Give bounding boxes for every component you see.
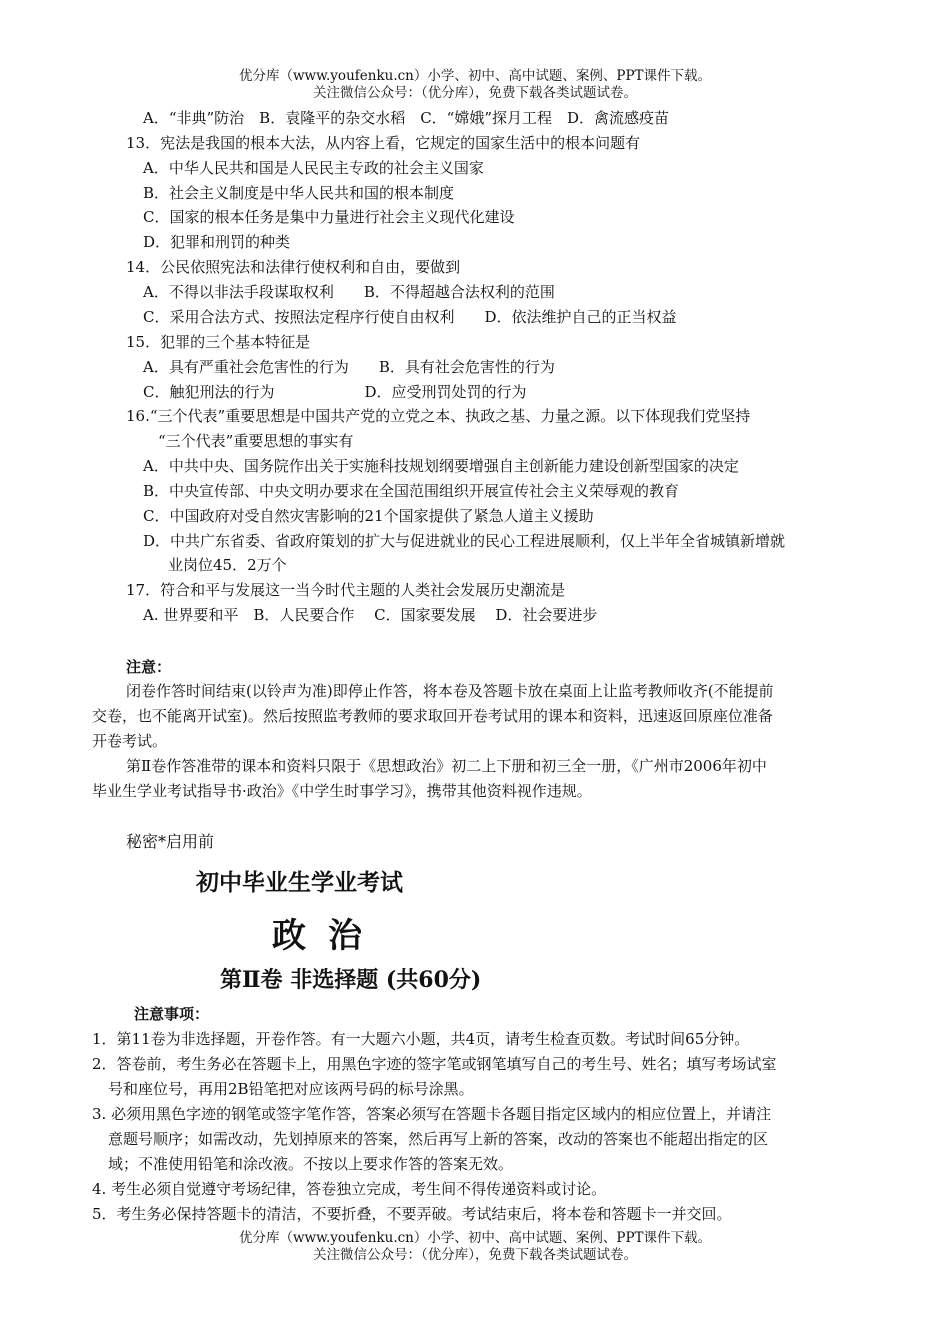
header-line-1: 优分库（www.youfenku.cn）小学、初中、高中试题、案例、PPT课件下载。 (238, 68, 712, 84)
q13-option-c: C．国家的根本任务是集中力量进行社会主义现代化建设 (143, 208, 515, 226)
q15-stem: 15．犯罪的三个基本特征是 (126, 333, 311, 351)
q14-stem: 14．公民依照宪法和法律行使权利和自由，要做到 (126, 258, 461, 276)
notice-p1-line-3: 开卷考试。 (92, 732, 168, 750)
instruction-3-line-2: 意题号顺序；如需改动，先划掉原来的答案，然后再写上新的答案，改动的答案也不能超出指定的区 (108, 1130, 769, 1148)
q16-stem-line-1: 16.“三个代表”重要思想是中国共产党的立党之本、执政之基、力量之源。以下体现我们党坚持 (126, 407, 751, 425)
q17-stem: 17．符合和平与发展这一当今时代主题的人类社会发展历史潮流是 (126, 581, 566, 599)
q16-option-d-line-1: D．中共广东省委、省政府策划的扩大与促进就业的民心工程进展顺利，仅上半年全省城镇新增就 (143, 532, 786, 550)
instruction-4: 4. 考生必须自觉遵守考场纪律，答卷独立完成，考生间不得传递资料或讨论。 (92, 1180, 607, 1198)
header-line-2: 关注微信公众号：（优分库），免费下载各类试题试卷。 (313, 85, 637, 101)
footer-line-1: 优分库（www.youfenku.cn）小学、初中、高中试题、案例、PPT课件下载。 (238, 1230, 712, 1246)
q13-stem: 13．宪法是我国的根本大法，从内容上看，它规定的国家生活中的根本问题有 (126, 134, 641, 152)
instruction-3-line-1: 3. 必须用黑色字迹的钢笔或签字笔作答，答案必须写在答题卡各题目指定区域内的相应位置上，并请注 (92, 1105, 772, 1123)
footer-line-2: 关注微信公众号：（优分库），免费下载各类试题试卷。 (313, 1247, 637, 1263)
q16-stem-line-2: “三个代表”重要思想的事实有 (158, 432, 354, 450)
q13-option-b: B．社会主义制度是中华人民共和国的根本制度 (143, 184, 455, 202)
instruction-1: 1．第11卷为非选择题，开卷作答。有一大题六小题，共4页，请考生检查页数。考试时间65分钟。 (92, 1030, 750, 1048)
q16-option-a: A．中共中央、国务院作出关于实施科技规划纲要增强自主创新能力建设创新型国家的决定 (143, 457, 739, 475)
notice-p1-line-2: 交卷，也不能离开试室)。然后按照监考教师的要求取回开卷考试用的课本和资料，迅速返回原座位准备 (92, 707, 773, 725)
q16-option-b: B．中央宣传部、中央文明办要求在全国范围组织开展宣传社会主义荣辱观的教育 (143, 482, 680, 500)
exam-subject: 政治 (272, 916, 384, 956)
q15-options-cd: C．触犯刑法的行为 D．应受刑罚处罚的行为 (143, 383, 527, 401)
instruction-3-line-3: 域；不准使用铅笔和涂改液。不按以上要求作答的答案无效。 (108, 1155, 514, 1173)
instruction-2-line-2: 号和座位号，再用2B铅笔把对应该两号码的标号涂黑。 (108, 1080, 474, 1098)
q16-option-d-line-2: 业岗位45．2万个 (168, 556, 287, 574)
q17-options: A. 世界要和平 B．人民要合作 C．国家要发展 D．社会要进步 (143, 606, 598, 624)
instruction-2-line-1: 2．答卷前，考生务必在答题卡上，用黑色字迹的签字笔或钢笔填写自己的考生号、姓名；填写考场试室 (92, 1055, 777, 1073)
notice-p2-line-2: 毕业生学业考试指导书·政治》《中学生时事学习》，携带其他资料视作违规。 (92, 782, 592, 800)
exam-part-title: 第Ⅱ卷 非选择题 (共60分) (220, 967, 482, 993)
exam-title: 初中毕业生学业考试 (196, 869, 403, 896)
q13-option-a: A．中华人民共和国是人民民主专政的社会主义国家 (143, 159, 484, 177)
q12-options: A．“非典”防治 B．袁隆平的杂交水稻 C．“嫦娥”探月工程 D．禽流感疫苗 (143, 109, 670, 127)
notice-p2-line-1: 第Ⅱ卷作答准带的课本和资料只限于《思想政治》初二上下册和初三全一册，《广州市2006年初中 (126, 757, 767, 775)
q15-options-ab: A．具有严重社会危害性的行为 B．具有社会危害性的行为 (143, 358, 555, 376)
q16-option-c: C．中国政府对受自然灾害影响的21个国家提供了紧急人道主义援助 (143, 507, 594, 525)
notice-heading: 注意： (126, 658, 172, 676)
instruction-5: 5．考生务必保持答题卡的清洁，不要折叠，不要弄破。考试结束后，将本卷和答题卡一并交回。 (92, 1205, 732, 1223)
instructions-heading: 注意事项： (134, 1005, 210, 1023)
q14-options-cd: C．采用合法方式、按照法定程序行使自由权利 D．依法维护自己的正当权益 (143, 308, 677, 326)
secret-label: 秘密*启用前 (126, 832, 215, 851)
q13-option-d: D．犯罪和刑罚的种类 (143, 233, 291, 251)
q14-options-ab: A．不得以非法手段谋取权利 B．不得超越合法权利的范围 (143, 283, 555, 301)
notice-p1-line-1: 闭卷作答时间结束(以铃声为准)即停止作答，将本卷及答题卡放在桌面上让监考教师收齐(不能提前 (126, 682, 774, 700)
